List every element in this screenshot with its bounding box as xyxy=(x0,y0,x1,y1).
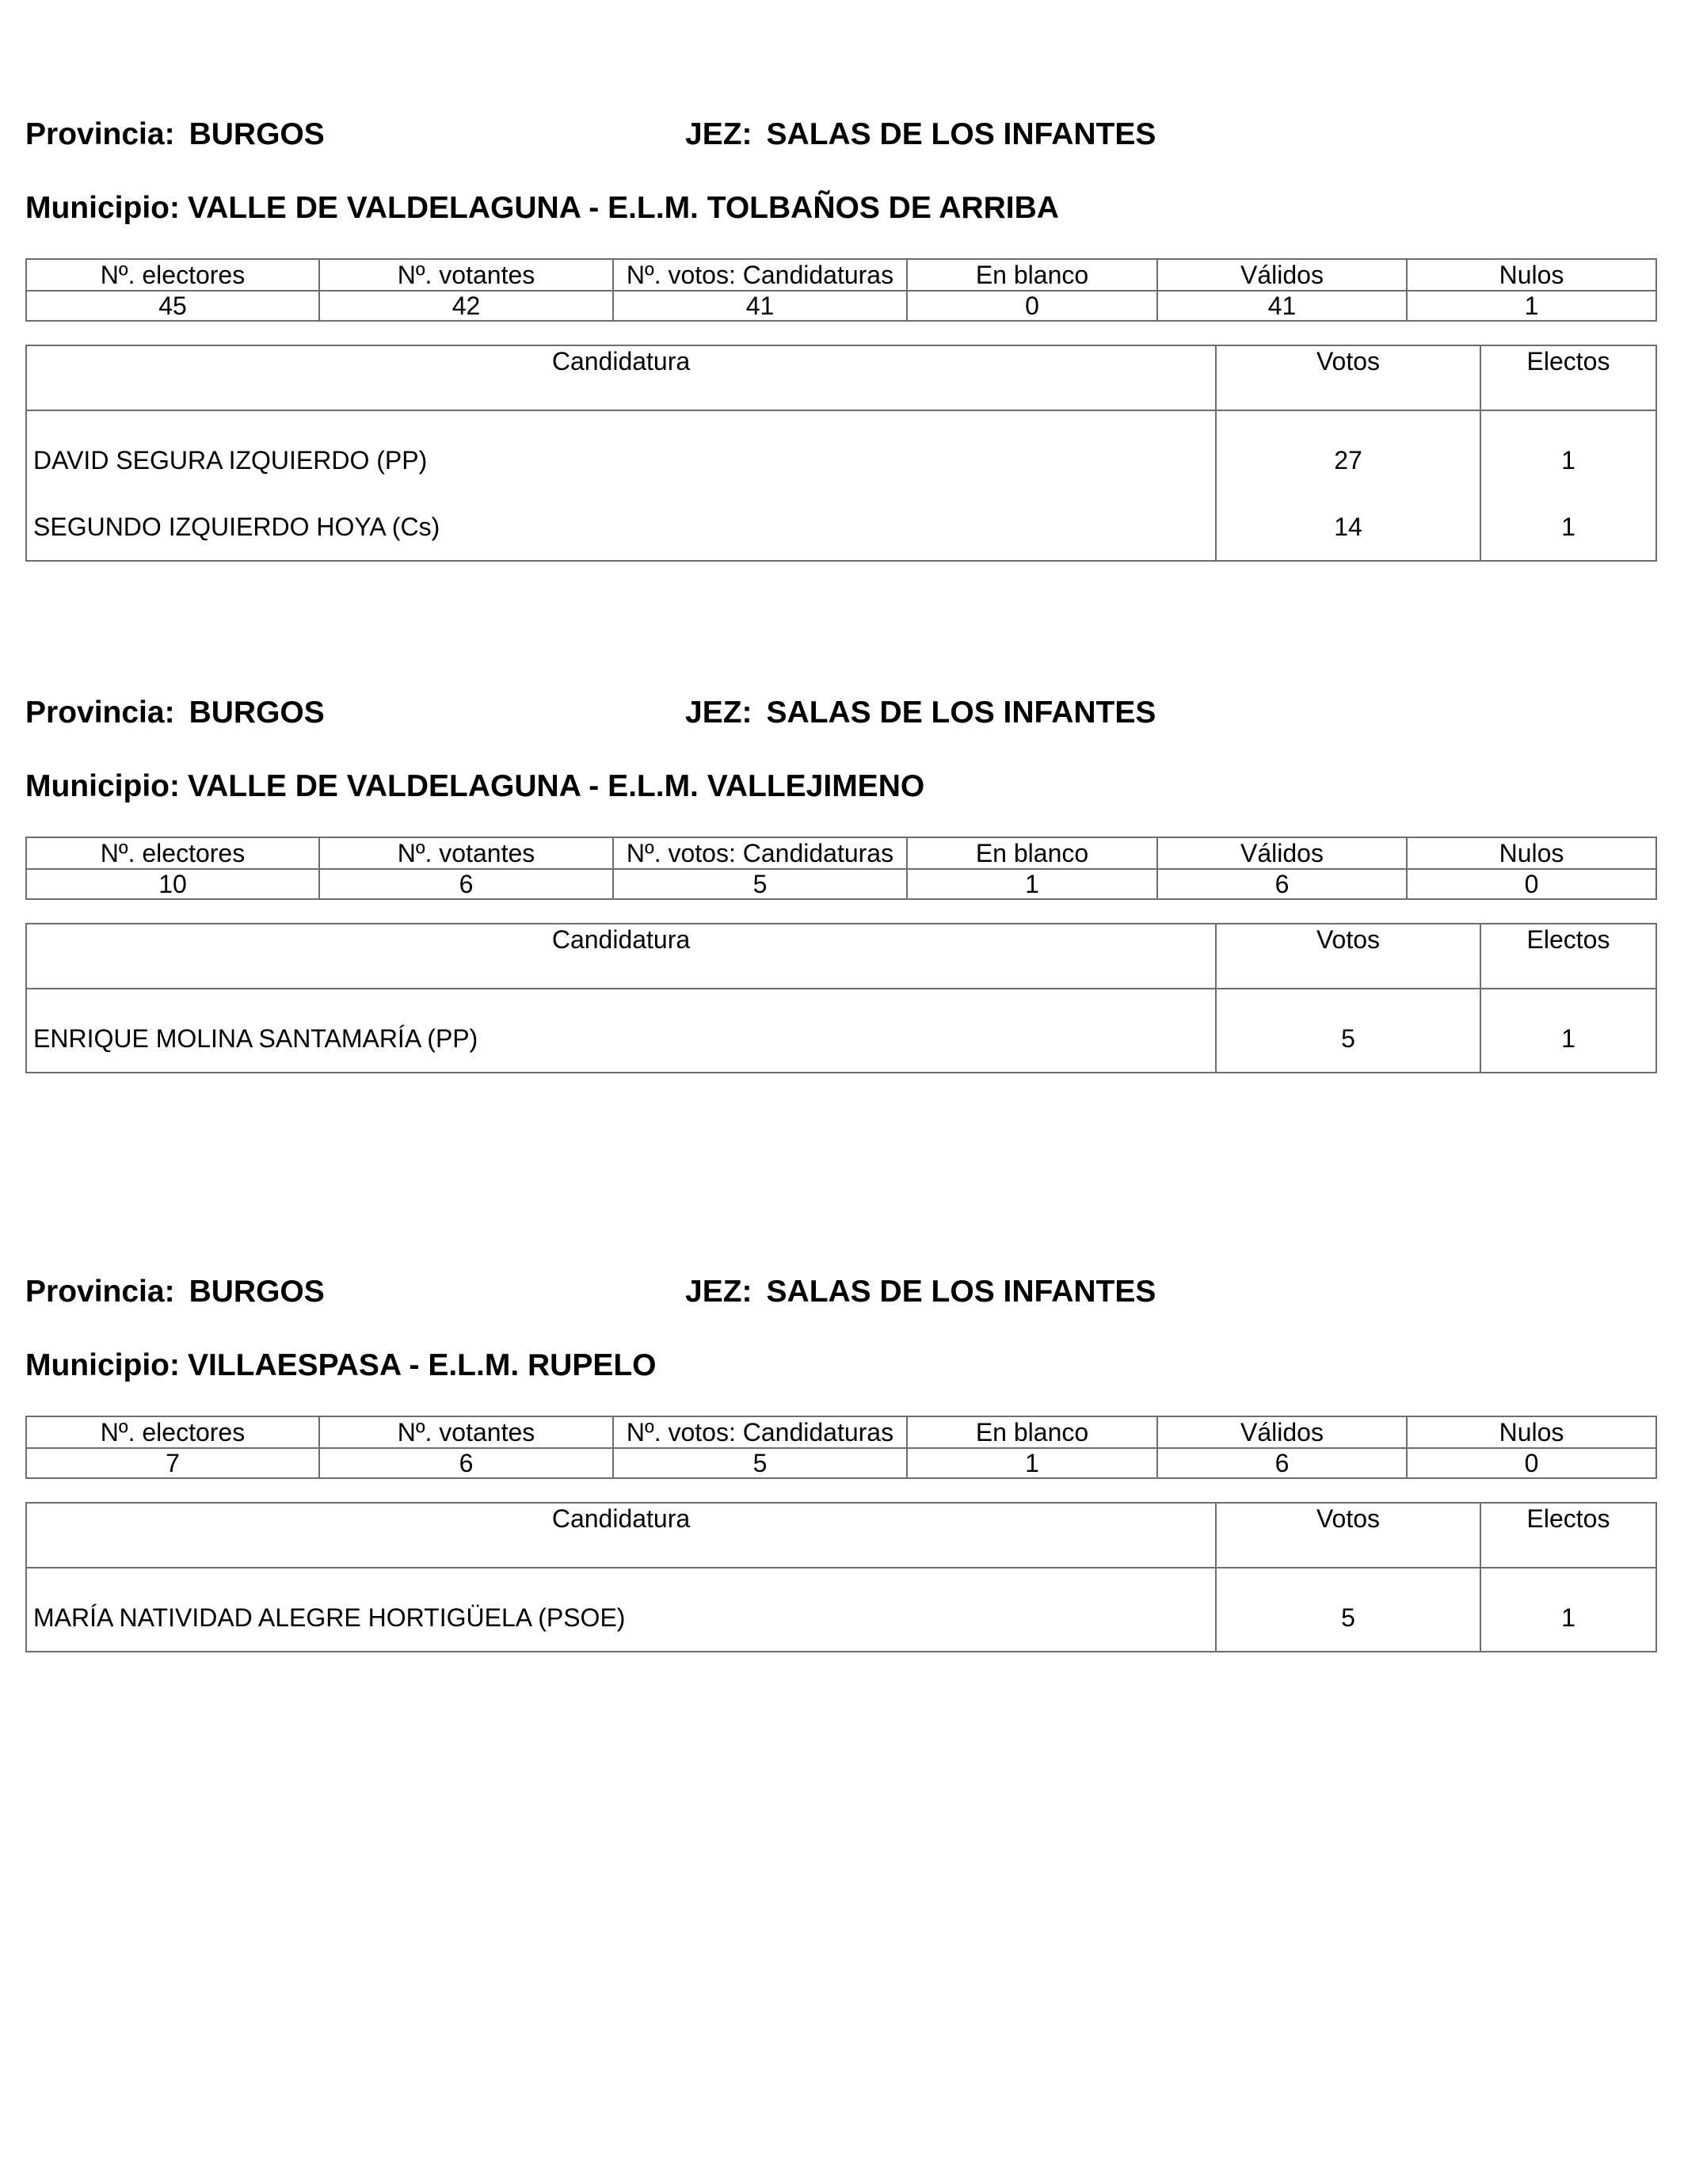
stats-header-cell: Válidos xyxy=(1157,259,1407,291)
candidates-header-row xyxy=(26,924,1656,989)
stats-value-cell: 1 xyxy=(907,1448,1157,1478)
stats-header-cell: Nº. votantes xyxy=(319,259,613,291)
stats-value-cell: 45 xyxy=(26,291,319,321)
stats-value-cell: 6 xyxy=(319,1448,613,1478)
jez-label: JEZ: xyxy=(685,696,752,730)
municipio-value: VILLAESPASA - E.L.M. RUPELO xyxy=(187,1348,657,1382)
municipio-value: VALLE DE VALDELAGUNA - E.L.M. TOLBAÑOS DE ARRIBA xyxy=(187,191,1059,225)
stats-header-cell: Nulos xyxy=(1407,1416,1656,1448)
candidate-electos: 1 xyxy=(1480,1568,1656,1652)
jez-label: JEZ: xyxy=(685,117,752,151)
stats-value-cell: 10 xyxy=(26,869,319,899)
candidate-electos: 1 xyxy=(1480,989,1656,1073)
stats-value-cell: 1 xyxy=(907,869,1157,899)
stats-header-cell: Nº. votos: Candidaturas xyxy=(613,837,907,869)
stats-value-cell: 42 xyxy=(319,291,613,321)
stats-header-cell: Válidos xyxy=(1157,837,1407,869)
stats-header-cell: Nº. votos: Candidaturas xyxy=(613,1416,907,1448)
stats-value-cell: 1 xyxy=(1407,291,1656,321)
candidate-name: DAVID SEGURA IZQUIERDO (PP) xyxy=(26,410,1216,494)
candidate-row xyxy=(26,494,1656,561)
stats-table xyxy=(25,258,1657,322)
provincia-line xyxy=(25,119,325,150)
stats-value-row xyxy=(26,869,1656,899)
candidates-table xyxy=(25,345,1657,562)
stats-value-cell: 0 xyxy=(907,291,1157,321)
jez-line xyxy=(685,119,1156,150)
stats-value-cell: 6 xyxy=(319,869,613,899)
candidate-row xyxy=(26,989,1656,1073)
stats-header-row xyxy=(26,837,1656,869)
stats-header-cell: Nulos xyxy=(1407,837,1656,869)
stats-value-cell: 5 xyxy=(613,869,907,899)
provincia-label: Provincia: xyxy=(25,117,175,151)
jez-line xyxy=(685,697,1156,728)
stats-value-cell: 6 xyxy=(1157,1448,1407,1478)
jez-line xyxy=(685,1276,1156,1307)
candidate-row xyxy=(26,1568,1656,1652)
candidate-row xyxy=(26,410,1656,494)
jez-label: JEZ: xyxy=(685,1275,752,1309)
electos-header: Electos xyxy=(1480,345,1656,410)
municipio-label: Municipio: xyxy=(25,769,180,803)
votos-header: Votos xyxy=(1216,1503,1480,1568)
stats-value-cell: 0 xyxy=(1407,1448,1656,1478)
candidate-name: SEGUNDO IZQUIERDO HOYA (Cs) xyxy=(26,494,1216,561)
stats-value-cell: 5 xyxy=(613,1448,907,1478)
municipio-line xyxy=(25,1350,657,1381)
stats-value-cell: 41 xyxy=(613,291,907,321)
stats-value-cell: 0 xyxy=(1407,869,1656,899)
municipio-line xyxy=(25,192,1059,223)
municipio-line xyxy=(25,771,924,802)
candidate-name: MARÍA NATIVIDAD ALEGRE HORTIGÜELA (PSOE) xyxy=(26,1568,1216,1652)
candidate-votos: 14 xyxy=(1216,494,1480,561)
stats-header-cell: Nº. votantes xyxy=(319,1416,613,1448)
candidate-votos: 5 xyxy=(1216,989,1480,1073)
provincia-line xyxy=(25,697,325,728)
jez-value: SALAS DE LOS INFANTES xyxy=(766,117,1156,151)
candidate-electos: 1 xyxy=(1480,494,1656,561)
electos-header: Electos xyxy=(1480,1503,1656,1568)
provincia-value: BURGOS xyxy=(189,696,325,730)
stats-header-cell: Nulos xyxy=(1407,259,1656,291)
candidatura-header: Candidatura xyxy=(26,1503,1216,1568)
candidate-electos: 1 xyxy=(1480,410,1656,494)
jez-value: SALAS DE LOS INFANTES xyxy=(766,1275,1156,1309)
provincia-label: Provincia: xyxy=(25,696,175,730)
stats-value-row xyxy=(26,1448,1656,1478)
candidate-name: ENRIQUE MOLINA SANTAMARÍA (PP) xyxy=(26,989,1216,1073)
candidates-table xyxy=(25,923,1657,1073)
stats-header-cell: Nº. votantes xyxy=(319,837,613,869)
stats-header-cell: En blanco xyxy=(907,837,1157,869)
provincia-line xyxy=(25,1276,325,1307)
stats-header-cell: Nº. electores xyxy=(26,1416,319,1448)
candidates-table xyxy=(25,1502,1657,1652)
provincia-value: BURGOS xyxy=(189,1275,325,1309)
stats-header-cell: En blanco xyxy=(907,259,1157,291)
candidates-header-row xyxy=(26,1503,1656,1568)
provincia-value: BURGOS xyxy=(189,117,325,151)
candidatura-header: Candidatura xyxy=(26,345,1216,410)
stats-table xyxy=(25,1416,1657,1479)
stats-header-cell: Nº. votos: Candidaturas xyxy=(613,259,907,291)
stats-header-cell: En blanco xyxy=(907,1416,1157,1448)
candidate-votos: 27 xyxy=(1216,410,1480,494)
stats-value-cell: 7 xyxy=(26,1448,319,1478)
stats-header-cell: Nº. electores xyxy=(26,259,319,291)
electos-header: Electos xyxy=(1480,924,1656,989)
votos-header: Votos xyxy=(1216,924,1480,989)
votos-header: Votos xyxy=(1216,345,1480,410)
stats-header-cell: Válidos xyxy=(1157,1416,1407,1448)
stats-header-row xyxy=(26,259,1656,291)
municipio-value: VALLE DE VALDELAGUNA - E.L.M. VALLEJIMENO xyxy=(187,769,925,803)
candidate-votos: 5 xyxy=(1216,1568,1480,1652)
stats-header-row xyxy=(26,1416,1656,1448)
stats-table xyxy=(25,837,1657,900)
stats-header-cell: Nº. electores xyxy=(26,837,319,869)
jez-value: SALAS DE LOS INFANTES xyxy=(766,696,1156,730)
candidatura-header: Candidatura xyxy=(26,924,1216,989)
stats-value-cell: 41 xyxy=(1157,291,1407,321)
municipio-label: Municipio: xyxy=(25,1348,180,1382)
stats-value-cell: 6 xyxy=(1157,869,1407,899)
stats-value-row xyxy=(26,291,1656,321)
candidates-header-row xyxy=(26,345,1656,410)
provincia-label: Provincia: xyxy=(25,1275,175,1309)
municipio-label: Municipio: xyxy=(25,191,180,225)
